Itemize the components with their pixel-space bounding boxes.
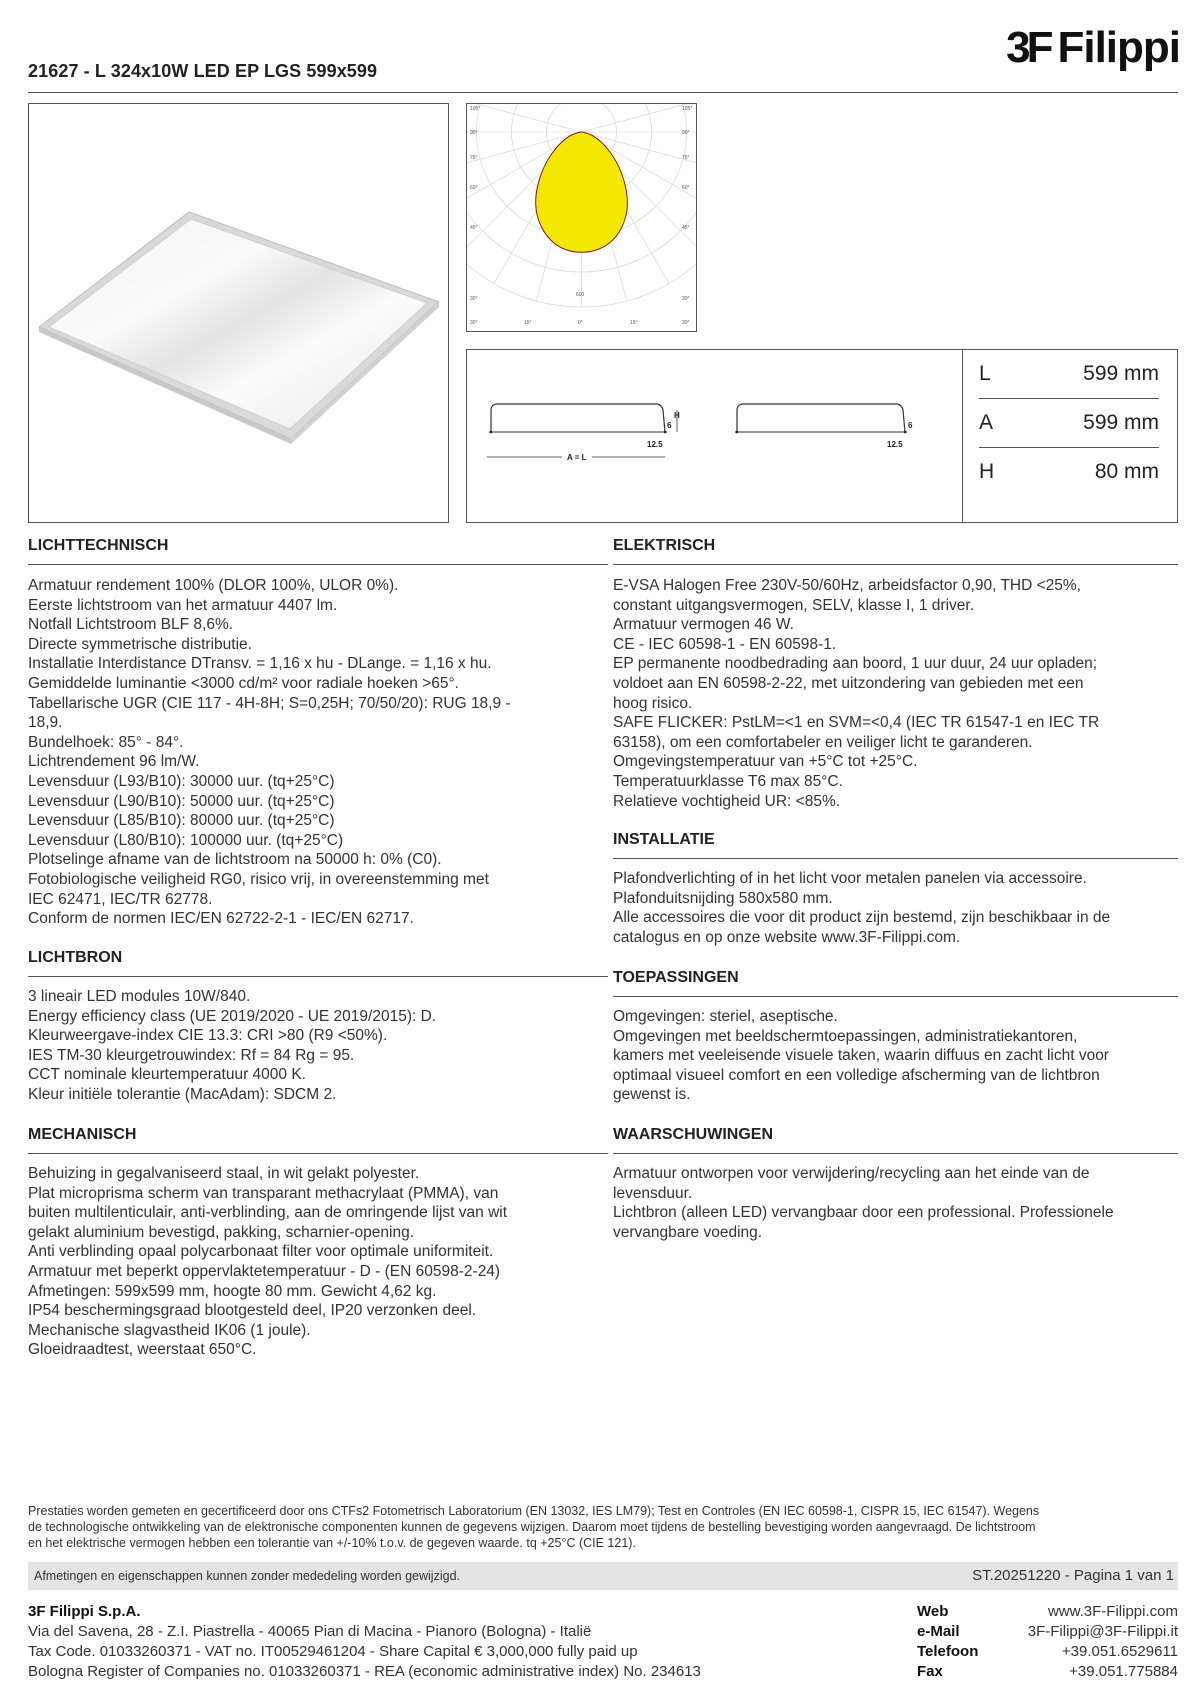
section-heading-installatie: INSTALLATIE bbox=[613, 831, 715, 848]
section-line: catalogus en op onze website www.3F-Filippi.com. bbox=[613, 928, 961, 946]
section-line: Plat microprisma scherm van transparant methacrylaat (PMMA), van bbox=[28, 1184, 499, 1202]
section-body-toepassingen bbox=[613, 1007, 1178, 1105]
section-line: hoog risico. bbox=[613, 694, 693, 712]
section-line: Omgevingen met beeldschermtoepassingen, administratiekantoren, bbox=[613, 1027, 1078, 1045]
dimension-value: 80 mm bbox=[1094, 460, 1159, 483]
angle-label: 90° bbox=[470, 130, 478, 136]
section-line: Bundelhoek: 85° - 84°. bbox=[28, 733, 184, 751]
web-link[interactable]: www.3F-Filippi.com bbox=[1047, 1603, 1178, 1620]
brand-logo bbox=[1006, 23, 1180, 72]
section-heading-elektrisch: ELEKTRISCH bbox=[613, 537, 716, 554]
section-line: Levensduur (L85/B10): 80000 uur. (tq+25°C) bbox=[28, 812, 335, 830]
product-title: 21627 - L 324x10W LED EP LGS 599x599 bbox=[28, 61, 378, 81]
section-line: IES TM-30 kleurgetrouwindex: Rf = 84 Rg = 95. bbox=[28, 1046, 355, 1064]
section-line: Alle accessoires die voor dit product zijn bestemd, zijn beschikbaar in de bbox=[613, 909, 1111, 927]
section-line: 18,9. bbox=[28, 714, 63, 732]
intensity-curve bbox=[536, 132, 628, 252]
section-line: Energy efficiency class (UE 2019/2020 - UE 2019/2015): D. bbox=[28, 1007, 437, 1025]
angle-label: 75° bbox=[682, 155, 690, 161]
contact-label: Telefoon bbox=[917, 1643, 979, 1660]
section-line: CCT nominale kleurtemperatuur 4000 K. bbox=[28, 1066, 306, 1084]
section-line: 63158), om een comfortabeler en veiliger licht te garanderen. bbox=[613, 733, 1033, 751]
section-body-installatie bbox=[613, 869, 1178, 947]
section-line: Afmetingen: 599x599 mm, hoogte 80 mm. Gewicht 4,62 kg. bbox=[28, 1282, 437, 1300]
contact-phone bbox=[917, 1642, 1178, 1662]
section-line: Plafonduitsnijding 580x580 mm. bbox=[613, 889, 833, 907]
section-line: gewenst is. bbox=[613, 1086, 691, 1104]
dimension-row-l bbox=[979, 350, 1159, 398]
dimension-key: L bbox=[979, 362, 991, 385]
section-line: Omgevingen: steriel, aseptische. bbox=[613, 1008, 838, 1025]
section-rule bbox=[613, 996, 1178, 997]
contact-label: e-Mail bbox=[917, 1623, 960, 1640]
footnote-line: en het elektrische vermogen hebben een tolerantie van +/-10% t.o.v. de gegeven waarde. tq +25°C (CIE 121). bbox=[28, 1536, 636, 1550]
section-line: Omgevingstemperatuur van +5°C tot +25°C. bbox=[613, 753, 918, 771]
section-line: Plotselinge afname van de lichtstroom na 50000 h: 0% (C0). bbox=[28, 851, 442, 869]
angle-label: 30° bbox=[470, 320, 478, 326]
section-line: buiten multilenticulair, anti-verblinding, aan de omringende lijst van wit bbox=[28, 1204, 508, 1222]
notice-bar bbox=[28, 1562, 1178, 1590]
section-line: constant uitgangsvermogen, SELV, klasse I, 1 driver. bbox=[613, 596, 975, 614]
section-line: Gemiddelde luminantie <3000 cd/m² voor radiale hoeken >65°. bbox=[28, 674, 459, 692]
section-line: Directe symmetrische distributie. bbox=[28, 635, 252, 653]
section-line: Levensduur (L90/B10): 50000 uur. (tq+25°C) bbox=[28, 792, 335, 810]
notice-text: Afmetingen en eigenschappen kunnen zonder mededeling worden gewijzigd. bbox=[34, 1569, 460, 1583]
company-tax: Tax Code. 01033260371 - VAT no. IT00529461204 - Share Capital € 3,000,000 fully paid up bbox=[28, 1643, 638, 1660]
section-rule bbox=[613, 858, 1178, 859]
contact-email bbox=[917, 1622, 1178, 1642]
section-line: CE - IEC 60598-1 - EN 60598-1. bbox=[613, 635, 837, 653]
side-view-drawing bbox=[467, 350, 962, 522]
header-rule bbox=[28, 92, 1178, 93]
section-line: Armatuur ontworpen voor verwijdering/recycling aan het einde van de bbox=[613, 1165, 1090, 1182]
dimension-table bbox=[979, 350, 1159, 496]
section-heading-mechanisch: MECHANISCH bbox=[28, 1126, 137, 1143]
section-line: Levensduur (L93/B10): 30000 uur. (tq+25°C) bbox=[28, 772, 335, 790]
angle-label: 30° bbox=[682, 296, 690, 302]
dimension-key: A bbox=[979, 411, 994, 434]
company-info bbox=[28, 1602, 701, 1682]
section-line: Armatuur rendement 100% (DLOR 100%, ULOR 0%). bbox=[28, 577, 399, 594]
dimension-table-divider bbox=[962, 350, 963, 522]
section-line: EP permanente noodbedrading aan boord, 1 uur duur, 24 uur opladen; bbox=[613, 655, 1098, 673]
section-rule bbox=[28, 976, 608, 977]
section-line: Eerste lichtstroom van het armatuur 4407 lm. bbox=[28, 596, 338, 614]
photometric-diagram-box bbox=[466, 103, 697, 332]
label-12-5: 12.5 bbox=[647, 440, 663, 449]
section-line: Lichtrendement 96 lm/W. bbox=[28, 753, 200, 771]
angle-label: 75° bbox=[470, 155, 478, 161]
angle-label: 60° bbox=[682, 185, 690, 191]
angle-label: 45° bbox=[682, 225, 690, 231]
section-line: kamers met veeleisende visuele taken, waarin diffuus en zacht licht voor bbox=[613, 1047, 1109, 1065]
dimension-value: 599 mm bbox=[1083, 411, 1159, 434]
angle-label: 15° bbox=[524, 320, 532, 326]
section-line: levensduur. bbox=[613, 1184, 693, 1202]
section-line: Lichtbron (alleen LED) vervangbaar door een professional. Professionele bbox=[613, 1204, 1114, 1222]
section-heading-toepassingen: TOEPASSINGEN bbox=[613, 969, 739, 986]
section-line: Kleur initiële tolerantie (MacAdam): SDCM 2. bbox=[28, 1085, 337, 1103]
section-body-lichtbron bbox=[28, 987, 608, 1105]
dimension-row-a bbox=[979, 399, 1159, 447]
section-line: IP54 beschermingsgraad blootgesteld deel, IP20 verzonken deel. bbox=[28, 1302, 477, 1320]
section-heading-waarschuwingen: WAARSCHUWINGEN bbox=[613, 1126, 773, 1143]
contact-label: Web bbox=[917, 1603, 949, 1620]
section-line: optimaal visueel comfort en een volledige afscherming van de lichtbron bbox=[613, 1066, 1100, 1084]
fax-number: +39.051.775884 bbox=[1069, 1663, 1178, 1680]
footnote-line: de technologische ontwikkeling van de elektronische componenten kunnen de gegevens wijzigen. Daarom moet tijdens de bestelling bevestiging worden aangevraagd. De lichtstroom bbox=[28, 1520, 1036, 1534]
section-line: Mechanische slagvastheid IK06 (1 joule). bbox=[28, 1321, 311, 1339]
section-line: Installatie Interdistance DTransv. = 1,16 x hu - DLange. = 1,16 x hu. bbox=[28, 655, 492, 673]
polar-diagram bbox=[467, 104, 696, 331]
section-line: Armatuur met beperkt oppervlaktetemperatuur - D - (EN 60598-2-24) bbox=[28, 1262, 501, 1280]
section-line: Levensduur (L80/B10): 100000 uur. (tq+25°C) bbox=[28, 831, 344, 849]
dimension-value: 599 mm bbox=[1083, 362, 1159, 385]
section-line: Kleurweergave-index CIE 13.3: CRI >80 (R9 <50%). bbox=[28, 1027, 388, 1045]
radial-label: 600 bbox=[576, 292, 585, 298]
angle-label: 90° bbox=[682, 130, 690, 136]
section-line: voldoet aan EN 60598-2-22, met uitzondering van gebieden met een bbox=[613, 674, 1084, 692]
section-line: Conform de normen IEC/EN 62722-2-1 - IEC/EN 62717. bbox=[28, 910, 414, 928]
section-body-mechanisch bbox=[28, 1164, 608, 1360]
label-12-5: 12.5 bbox=[887, 440, 903, 449]
label-6: 6 bbox=[908, 421, 913, 430]
section-line: Anti verblinding opaal polycarbonaat filter voor optimale uniformiteit. bbox=[28, 1243, 494, 1261]
angle-label: 60° bbox=[470, 185, 478, 191]
product-photo-box bbox=[28, 103, 449, 523]
email-link[interactable]: 3F-Filippi@3F-Filippi.it bbox=[1027, 1623, 1178, 1640]
section-line: Temperatuurklasse T6 max 85°C. bbox=[613, 772, 843, 790]
section-line: Gloeidraadtest, weerstaat 650°C. bbox=[28, 1341, 257, 1359]
contact-label: Fax bbox=[917, 1663, 943, 1680]
dimension-key: H bbox=[979, 460, 995, 483]
angle-label: 105° bbox=[470, 106, 481, 112]
section-line: Tabellarische UGR (CIE 117 - 4H-8H; S=0,25H; 70/50/20): RUG 18,9 - bbox=[28, 694, 511, 712]
section-line: vervangbare voeding. bbox=[613, 1223, 763, 1241]
section-rule bbox=[28, 1153, 608, 1154]
section-body-lichttechnisch bbox=[28, 576, 608, 929]
section-line: Behuizing in gegalvaniseerd staal, in wit gelakt polyester. bbox=[28, 1165, 420, 1182]
section-line: Fotobiologische veiligheid RG0, risico vrij, in overeenstemming met bbox=[28, 870, 489, 888]
section-body-elektrisch bbox=[613, 576, 1178, 811]
label-a-l: A = L bbox=[567, 453, 587, 462]
section-line: gelakt aluminium bevestigd, pakking, scharnier-opening. bbox=[28, 1223, 414, 1241]
section-line: SAFE FLICKER: PstLM=<1 en SVM=<0,4 (IEC TR 61547-1 en IEC TR bbox=[613, 714, 1100, 732]
section-rule bbox=[28, 564, 608, 565]
footnote bbox=[28, 1503, 1178, 1551]
contact-web bbox=[917, 1602, 1178, 1622]
brand-name: Filippi bbox=[1057, 23, 1180, 72]
phone-number: +39.051.6529611 bbox=[1061, 1643, 1178, 1660]
dimension-row-h bbox=[979, 448, 1159, 496]
dimension-drawing-box bbox=[466, 349, 1178, 523]
company-register: Bologna Register of Companies no. 01033260371 - REA (economic administrative index) No. 234613 bbox=[28, 1663, 701, 1680]
angle-label: 30° bbox=[470, 296, 478, 302]
angle-label: 15° bbox=[630, 320, 638, 326]
section-heading-lichtbron: LICHTBRON bbox=[28, 949, 123, 966]
label-h: H bbox=[674, 411, 680, 420]
angle-label: 0° bbox=[578, 320, 583, 326]
label-6: 6 bbox=[667, 421, 672, 430]
section-rule bbox=[613, 1153, 1178, 1154]
section-line: Armatuur vermogen 46 W. bbox=[613, 616, 794, 634]
contact-fax bbox=[917, 1662, 1178, 1682]
angle-label: 30° bbox=[682, 320, 690, 326]
section-line: IEC 62471, IEC/TR 62778. bbox=[28, 890, 213, 908]
angle-label: 45° bbox=[470, 225, 478, 231]
company-name: 3F Filippi S.p.A. bbox=[28, 1603, 141, 1620]
section-line: Relatieve vochtigheid UR: <85%. bbox=[613, 792, 841, 810]
section-body-waarschuwingen bbox=[613, 1164, 1178, 1242]
company-address: Via del Savena, 28 - Z.I. Piastrella - 40065 Pian di Macina - Pianoro (Bologna) - Italië bbox=[28, 1623, 592, 1640]
contact-info bbox=[917, 1602, 1178, 1682]
product-photo bbox=[29, 104, 448, 522]
footnote-line: Prestaties worden gemeten en gecertificeerd door ons CTFs2 Fotometrisch Laboratorium (EN 13032, IES LM79); Test en Controles (EN IEC 60598-1, CISPR 15, IEC 61547). Wegens bbox=[28, 1504, 1040, 1518]
section-heading-lichttechnisch: LICHTTECHNISCH bbox=[28, 537, 169, 554]
section-line: 3 lineair LED modules 10W/840. bbox=[28, 988, 251, 1005]
angle-label: 105° bbox=[682, 106, 693, 112]
brand-mark: 3F bbox=[1006, 23, 1050, 72]
page-reference: ST.20251220 - Pagina 1 van 1 bbox=[972, 1567, 1174, 1584]
section-line: E-VSA Halogen Free 230V-50/60Hz, arbeidsfactor 0,90, THD <25%, bbox=[613, 577, 1081, 594]
section-line: Plafondverlichting of in het licht voor metalen panelen via accessoire. bbox=[613, 870, 1087, 887]
section-rule bbox=[613, 564, 1178, 565]
section-line: Notfall Lichtstroom BLF 8,6%. bbox=[28, 616, 234, 634]
